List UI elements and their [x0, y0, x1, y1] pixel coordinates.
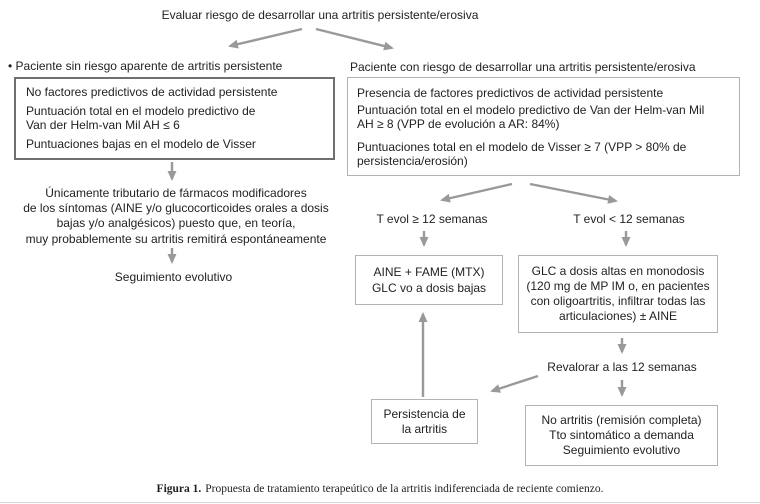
- left-treatment-line-3: bajas y/o analgésicos) puesto que, en teoría,: [56, 216, 296, 231]
- remission-line-3: Seguimiento evolutivo: [562, 443, 681, 457]
- left-criteria-item-3: Puntuaciones bajas en el modelo de Visser: [26, 137, 256, 151]
- persistence-line-1: Persistencia de: [383, 406, 466, 421]
- remission-line-2: Tto sintomático a demanda: [549, 428, 694, 442]
- treatment-lt12-line-4: articulaciones) ± AINE: [559, 309, 677, 323]
- right-criteria-item-3-line-1: Puntuaciones total en el modelo de Visser ≥ 7 (VPP > 80% de: [357, 140, 687, 154]
- branch-ge12-label: T evol ≥ 12 semanas: [376, 212, 488, 226]
- right-criteria-item-3-line-2: persistencia/erosión): [357, 154, 468, 168]
- arrow-risk-branch-left: [442, 184, 512, 200]
- left-treatment-line-4: muy probablemente su artritis remitirá espontáneamente: [25, 231, 327, 246]
- right-criteria-box: [347, 77, 740, 176]
- treatment-ge12-line-2: GLC vo a dosis bajas: [371, 281, 487, 295]
- persistence-box: [371, 399, 478, 444]
- right-criteria-item-2-line-1: Puntuación total en el modelo predictivo de Van der Helm-van Mil: [357, 103, 705, 117]
- right-branch-header: Paciente con riesgo de desarrollar una artritis persistente/erosiva: [350, 60, 696, 74]
- arrow-split-left: [230, 29, 302, 46]
- treatment-ge12-box: [355, 255, 503, 305]
- figure-caption: [0, 482, 760, 497]
- right-criteria-item-1: Presencia de factores predictivos de actividad persistente: [357, 86, 664, 100]
- left-treatment-text: [0, 186, 352, 247]
- left-criteria-item-2-line-2: Van der Helm-van Mil AH ≤ 6: [26, 118, 180, 132]
- arrow-split-right: [316, 29, 392, 48]
- figure-caption-text: Propuesta de tratamiento terapeútico de la artritis indiferenciada de reciente comienzo.: [205, 483, 604, 495]
- left-branch-header: • Paciente sin riesgo aparente de artritis persistente: [8, 59, 283, 73]
- arrow-reassess-diag: [492, 376, 538, 391]
- left-followup-label: Seguimiento evolutivo: [114, 270, 233, 284]
- branch-lt12-label: T evol < 12 semanas: [573, 212, 685, 226]
- remission-line-1: No artritis (remisión completa): [541, 413, 702, 427]
- reassess-label: Revalorar a las 12 semanas: [547, 360, 697, 374]
- right-criteria-item-2-line-2: AH ≥ 8 (VPP de evolución a AR: 84%): [357, 117, 560, 131]
- figure-caption-label: Figura 1.: [156, 483, 202, 495]
- treatment-lt12-line-2: (120 mg de MP IM o, en pacientes: [526, 279, 710, 293]
- left-criteria-item-2-line-1: Puntuación total en el modelo predictivo de: [26, 104, 256, 118]
- left-criteria-item-1: No factores predictivos de actividad persistente: [26, 85, 278, 99]
- remission-box: [525, 405, 718, 466]
- page-title: Evaluar riesgo de desarrollar una artritis persistente/erosiva: [161, 8, 479, 22]
- arrow-risk-branch-right: [530, 184, 616, 201]
- persistence-line-2: la artritis: [401, 421, 448, 436]
- left-treatment-line-2: de los síntomas (AINE y/o glucocorticoides orales a dosis: [23, 201, 329, 216]
- treatment-lt12-line-3: con oligoartritis, infiltrar todas las: [530, 294, 706, 308]
- left-criteria-box: [14, 77, 335, 160]
- bottom-rule: [0, 502, 760, 503]
- treatment-lt12-box: [518, 255, 718, 333]
- treatment-ge12-line-1: AINE + FAME (MTX): [373, 265, 485, 279]
- left-treatment-line-1: Únicamente tributario de fármacos modificadores: [45, 186, 307, 200]
- treatment-lt12-line-1: GLC a dosis altas en monodosis: [531, 264, 705, 278]
